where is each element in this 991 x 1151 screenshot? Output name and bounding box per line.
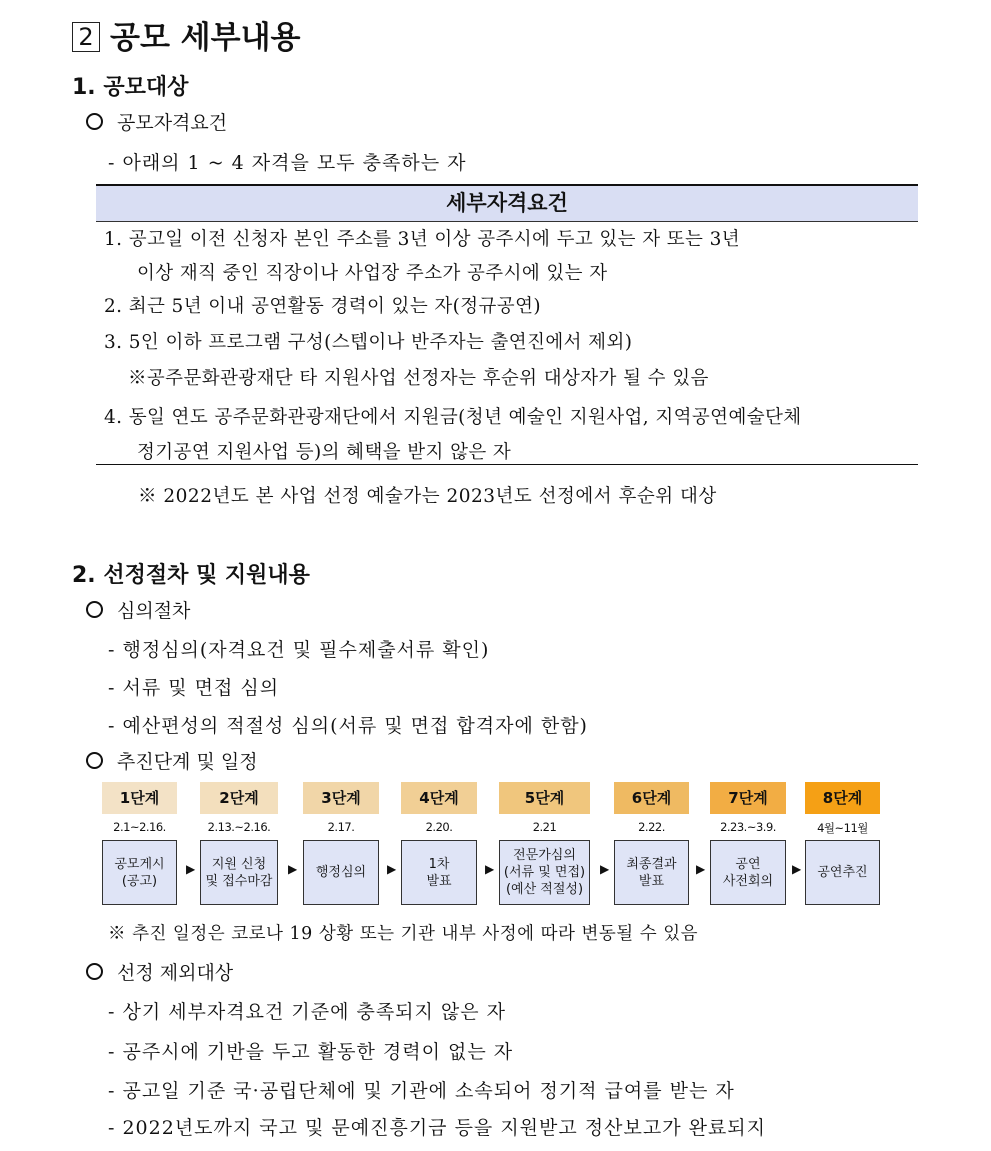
stage-date-7: 2.23.~3.9. bbox=[720, 820, 776, 834]
page-title-text: 공모 세부내용 bbox=[110, 20, 301, 56]
stage-box-1: 공모게시 (공고) bbox=[102, 840, 177, 905]
table-header bbox=[96, 186, 918, 222]
circle-bullet-icon bbox=[86, 601, 103, 618]
arrow-right-icon: ▶ bbox=[792, 862, 802, 876]
stage-box-8: 공연추진 bbox=[805, 840, 880, 905]
stage-label-3: 3단계 bbox=[303, 782, 379, 814]
circle-bullet-icon bbox=[86, 963, 103, 980]
bullet-review-procedure bbox=[86, 596, 190, 623]
section-1-title: 1. 공모대상 bbox=[72, 75, 189, 100]
requirement-4-cont: 정기공연 지원사업 등)의 혜택을 받지 않은 자 bbox=[137, 442, 512, 463]
requirement-1-cont: 이상 재직 중인 직장이나 사업장 주소가 공주시에 있는 자 bbox=[137, 263, 608, 284]
table-bottom-border bbox=[96, 464, 918, 465]
stage-box-4: 1차 발표 bbox=[401, 840, 477, 905]
bullet-eligibility-label: 공모자격요건 bbox=[117, 112, 228, 134]
exclusion-1: - 상기 세부자격요건 기준에 충족되지 않은 자 bbox=[108, 1001, 507, 1023]
exclusion-2: - 공주시에 기반을 두고 활동한 경력이 없는 자 bbox=[108, 1041, 514, 1063]
bullet-schedule-label: 추진단계 및 일정 bbox=[117, 751, 258, 773]
stage-box-5: 전문가심의 (서류 및 면접) (예산 적절성) bbox=[499, 840, 590, 905]
bullet-eligibility bbox=[86, 108, 227, 135]
stage-date-8: 4월~11월 bbox=[817, 821, 868, 835]
arrow-right-icon: ▶ bbox=[696, 862, 706, 876]
review-step-3: - 예산편성의 적절성 심의(서류 및 면접 합격자에 한함) bbox=[108, 715, 588, 737]
schedule-note: ※ 추진 일정은 코로나 19 상황 또는 기관 내부 사정에 따라 변동될 수 있음 bbox=[108, 924, 699, 944]
stage-date-1: 2.1~2.16. bbox=[113, 820, 166, 834]
stage-box-7: 공연 사전회의 bbox=[710, 840, 786, 905]
stage-box-6: 최종결과 발표 bbox=[614, 840, 689, 905]
review-step-2: - 서류 및 면접 심의 bbox=[108, 677, 280, 699]
requirement-4: 4. 동일 연도 공주문화관광재단에서 지원금(청년 예술인 지원사업, 지역공연예술단체 bbox=[104, 407, 802, 428]
requirement-1: 1. 공고일 이전 신청자 본인 주소를 3년 이상 공주시에 두고 있는 자 또는 3년 bbox=[104, 229, 741, 250]
stage-label-4: 4단계 bbox=[401, 782, 477, 814]
stage-label-5: 5단계 bbox=[499, 782, 590, 814]
arrow-right-icon: ▶ bbox=[186, 862, 196, 876]
circle-bullet-icon bbox=[86, 752, 103, 769]
stage-label-1: 1단계 bbox=[102, 782, 177, 814]
bullet-review-procedure-label: 심의절차 bbox=[117, 600, 191, 622]
stage-label-7: 7단계 bbox=[710, 782, 786, 814]
eligibility-summary: - 아래의 1 ~ 4 자격을 모두 충족하는 자 bbox=[108, 152, 467, 174]
arrow-right-icon: ▶ bbox=[387, 862, 397, 876]
bullet-exclusions-label: 선정 제외대상 bbox=[117, 962, 234, 984]
stage-date-2: 2.13.~2.16. bbox=[207, 820, 271, 834]
priority-note: ※ 2022년도 본 사업 선정 예술가는 2023년도 선정에서 후순위 대상 bbox=[138, 486, 717, 507]
review-step-1: - 행정심의(자격요건 및 필수제출서류 확인) bbox=[108, 639, 490, 661]
requirement-3: 3. 5인 이하 프로그램 구성(스텝이나 반주자는 출연진에서 제외) bbox=[104, 332, 633, 353]
bullet-exclusions bbox=[86, 958, 233, 985]
stage-date-6: 2.22. bbox=[638, 820, 665, 834]
stage-box-2: 지원 신청 및 접수마감 bbox=[200, 840, 278, 905]
arrow-right-icon: ▶ bbox=[600, 862, 610, 876]
arrow-right-icon: ▶ bbox=[485, 862, 495, 876]
stage-date-5: 2.21 bbox=[532, 820, 557, 834]
bullet-schedule bbox=[86, 747, 258, 774]
stage-label-6: 6단계 bbox=[614, 782, 689, 814]
exclusion-4: - 2022년도까지 국고 및 문예진흥기금 등을 지원받고 정산보고가 완료되지 bbox=[108, 1117, 767, 1139]
stage-box-3: 행정심의 bbox=[303, 840, 379, 905]
circle-bullet-icon bbox=[86, 113, 103, 130]
stage-label-2: 2단계 bbox=[200, 782, 278, 814]
stage-date-4: 2.20. bbox=[425, 820, 453, 834]
requirement-2: 2. 최근 5년 이내 공연활동 경력이 있는 자(정규공연) bbox=[104, 296, 541, 317]
stage-date-3: 2.17. bbox=[327, 820, 355, 834]
stage-label-8: 8단계 bbox=[805, 782, 880, 814]
section-2-title: 2. 선정절차 및 지원내용 bbox=[72, 563, 310, 588]
exclusion-3: - 공고일 기준 국·공립단체에 및 기관에 소속되어 정기적 급여를 받는 자 bbox=[108, 1080, 735, 1102]
table-header-label: 세부자격요건 bbox=[446, 191, 568, 215]
page-title bbox=[72, 12, 300, 57]
section-number-box: 2 bbox=[72, 22, 100, 52]
arrow-right-icon: ▶ bbox=[288, 862, 298, 876]
requirement-3-note: ※공주문화관광재단 타 지원사업 선정자는 후순위 대상자가 될 수 있음 bbox=[128, 368, 709, 389]
